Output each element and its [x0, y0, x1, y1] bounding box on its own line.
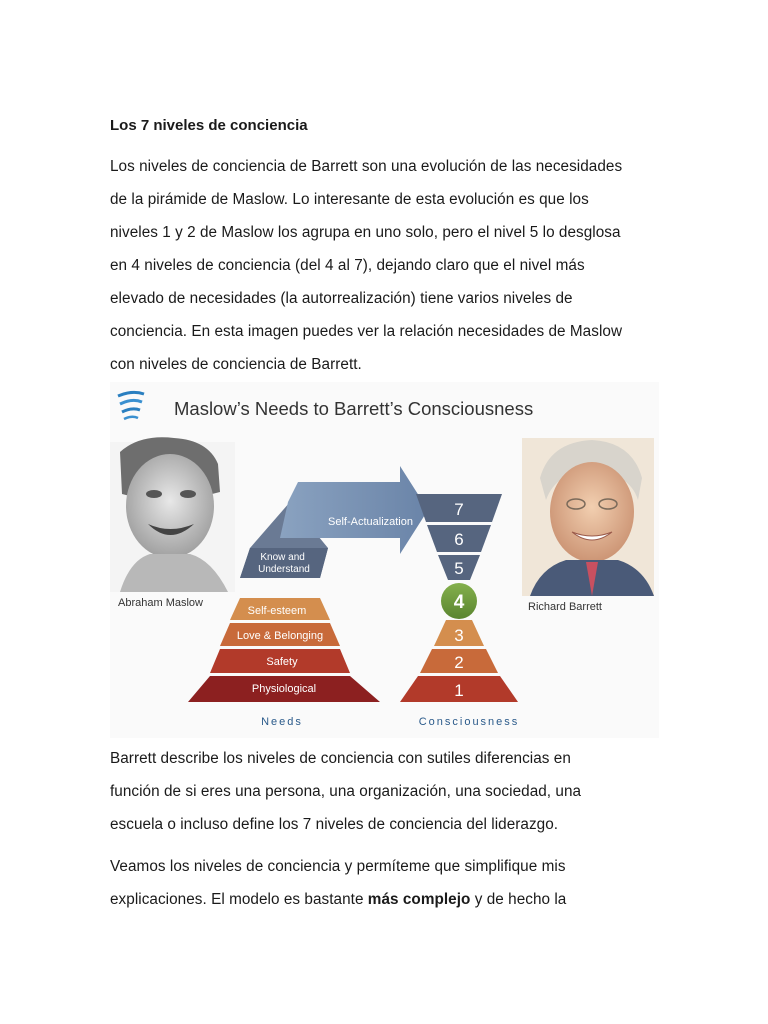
consciousness-caption: Consciousness [418, 716, 520, 728]
maslow-name: Abraham Maslow [118, 597, 203, 609]
needs-level-self-esteem: Self-esteem [247, 605, 307, 617]
needs-caption: Needs [261, 716, 303, 728]
consciousness-level-1: 1 [454, 681, 464, 700]
paragraph-line: Barrett describe los niveles de conciencia con sutiles diferencias en [110, 750, 571, 767]
text-run: y de hecho la [470, 891, 567, 908]
paragraph-line: escuela o incluso define los 7 niveles de conciencia del liderazgo. [110, 816, 559, 833]
maslow-portrait [110, 437, 235, 592]
barrett-portrait [522, 438, 654, 596]
section-heading: Los 7 niveles de conciencia [110, 117, 308, 134]
needs-level-self-actualization: Self-Actualization [328, 516, 413, 528]
consciousness-level-4: 4 [453, 592, 465, 613]
consciousness-level-5: 5 [454, 559, 464, 578]
maslow-barrett-figure [110, 382, 659, 738]
paragraph-veamos [110, 850, 670, 916]
paragraph-line: en 4 niveles de conciencia (del 4 al 7), dejando claro que el nivel más [110, 257, 585, 274]
paragraph-intro [110, 150, 670, 381]
bold-text: más complejo [367, 891, 471, 908]
paragraph-line: función de si eres una persona, una organización, una sociedad, una [110, 783, 582, 800]
needs-level-safety: Safety [266, 656, 298, 668]
consciousness-level-3: 3 [454, 626, 464, 645]
consciousness-level-2: 2 [454, 653, 464, 672]
paragraph-line: de la pirámide de Maslow. Lo interesante de esta evolución es que los [110, 191, 589, 208]
paragraph-line: Los niveles de conciencia de Barrett son una evolución de las necesidades [110, 158, 623, 175]
paragraph-line [110, 883, 670, 916]
paragraph-line: con niveles de conciencia de Barrett. [110, 356, 362, 373]
needs-level-physiological: Physiological [251, 683, 317, 695]
barrett-name: Richard Barrett [528, 601, 602, 613]
paragraph-barrett [110, 742, 670, 841]
paragraph-line: elevado de necesidades (la autorrealización) tiene varios niveles de [110, 290, 573, 307]
needs-level-love: Love & Belonging [236, 630, 324, 642]
paragraph-line: conciencia. En esta imagen puedes ver la relación necesidades de Maslow [110, 323, 623, 340]
consciousness-level-7: 7 [454, 500, 464, 519]
paragraph-line: niveles 1 y 2 de Maslow los agrupa en uno solo, pero el nivel 5 lo desglosa [110, 224, 621, 241]
figure-title: Maslow’s Needs to Barrett’s Consciousness [174, 398, 534, 419]
text-run: explicaciones. El modelo es bastante [110, 891, 368, 908]
paragraph-line: Veamos los niveles de conciencia y permíteme que simplifique mis [110, 858, 566, 875]
needs-level-know: Know and Understand [258, 552, 310, 575]
logo-icon [118, 392, 144, 419]
consciousness-level-6: 6 [454, 530, 464, 549]
